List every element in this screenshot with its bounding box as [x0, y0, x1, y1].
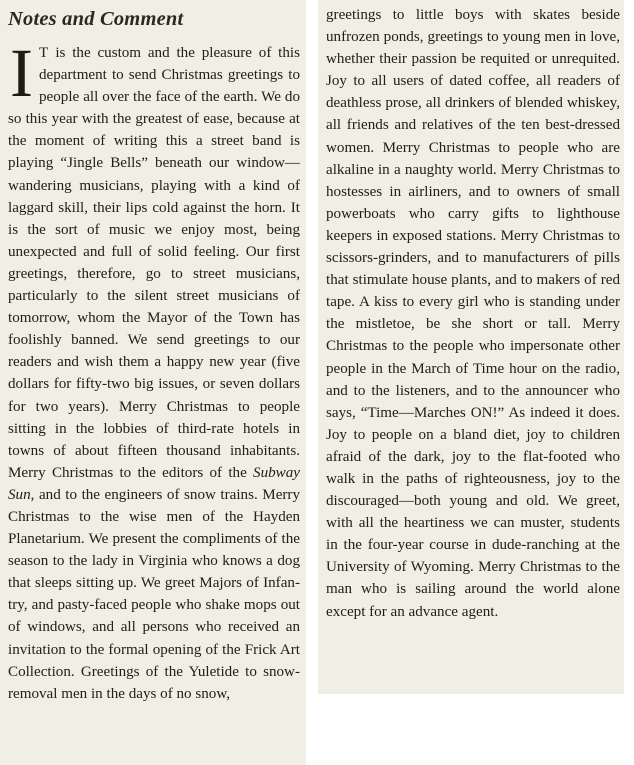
drop-cap: I — [10, 35, 33, 111]
article-heading: Notes and Comment — [8, 8, 184, 30]
column-left — [0, 0, 306, 765]
column-left-text-tail: , and to the engineers of snow trains. Merry Christmas to the wise men of the Hayden Planetarium. We present the compliments of the season to the lady in Virginia who knows a dog that sleeps sitting up. We greet Majors of Infantry, and pasty-faced people who shake mops out of windows, and all persons who received an invitation to the formal opening of the Frick Art Collection. Greetings of the Yuletide to snow-removal men in the days of no snow, — [8, 486, 300, 702]
column-right-text: greetings to little boys with skates beside unfrozen ponds, greetings to young men in love, whether their passion be requited or unrequited. Joy to all users of dated coffee, all readers of deathless prose, all drinkers of blended whiskey, all friends and relatives of the ten best-dressed women. Merry Christmas to people who are alkaline in a naughty world. Merry Christmas to hostesses in airliners, and to owners of small powerboats who carry gifts to lighthouse keepers in exposed stations. Merry Christmas to scissors-grinders, and to manufacturers of pills that stimulate house plants, and to makers of red tape. A kiss to every girl who is standing under the mistletoe, be she short or tall. Merry Christmas to the people who impersonate other people in the March of Time hour on the radio, and to the listeners, and to the announcer who says, “Time—Marches ON!” As indeed it does. Joy to people on a bland diet, joy to children afraid of the dark, joy to the flat-footed who walk in the paths of righteousness, joy to the discouraged—both young and old. We greet, with all the heartiness we can muster, students in the four-year course in dude-ranching at the University of Wyoming. Merry Christmas to the man who is sailing around the world alone except for an advance agent. — [326, 7, 620, 620]
column-left-text: is the custom and the pleasure of this department to send Christmas greetings to people all over the face of the earth. We do so this year with the greatest of ease, because at the moment of writing this a street band is playing “Jingle Bells” beneath our window—wandering musicians, playing with a kind of laggard skill, their lips cold against the horn. It is the sort of music we enjoy most, being unexpected and full of solid feeling. Our first greetings, therefore, go to street musicians, particularly to the silent street musicians of tomorrow, whom the Mayor of the Town has foolishly banned. We send greetings to our readers and wish them a happy new year (five dollars for fifty-two big issues, or seven dollars for two years). Merry Christmas to people sitting in the lobbies of third-rate hotels in towns of about fifteen thousand inhabitants. Merry Christmas to the editors of the — [8, 45, 300, 481]
drop-cap-lead: T — [38, 45, 49, 61]
subway-sun-title: Subway Sun — [8, 464, 300, 503]
column-right — [318, 0, 624, 694]
paragraph-column-left — [8, 35, 300, 705]
